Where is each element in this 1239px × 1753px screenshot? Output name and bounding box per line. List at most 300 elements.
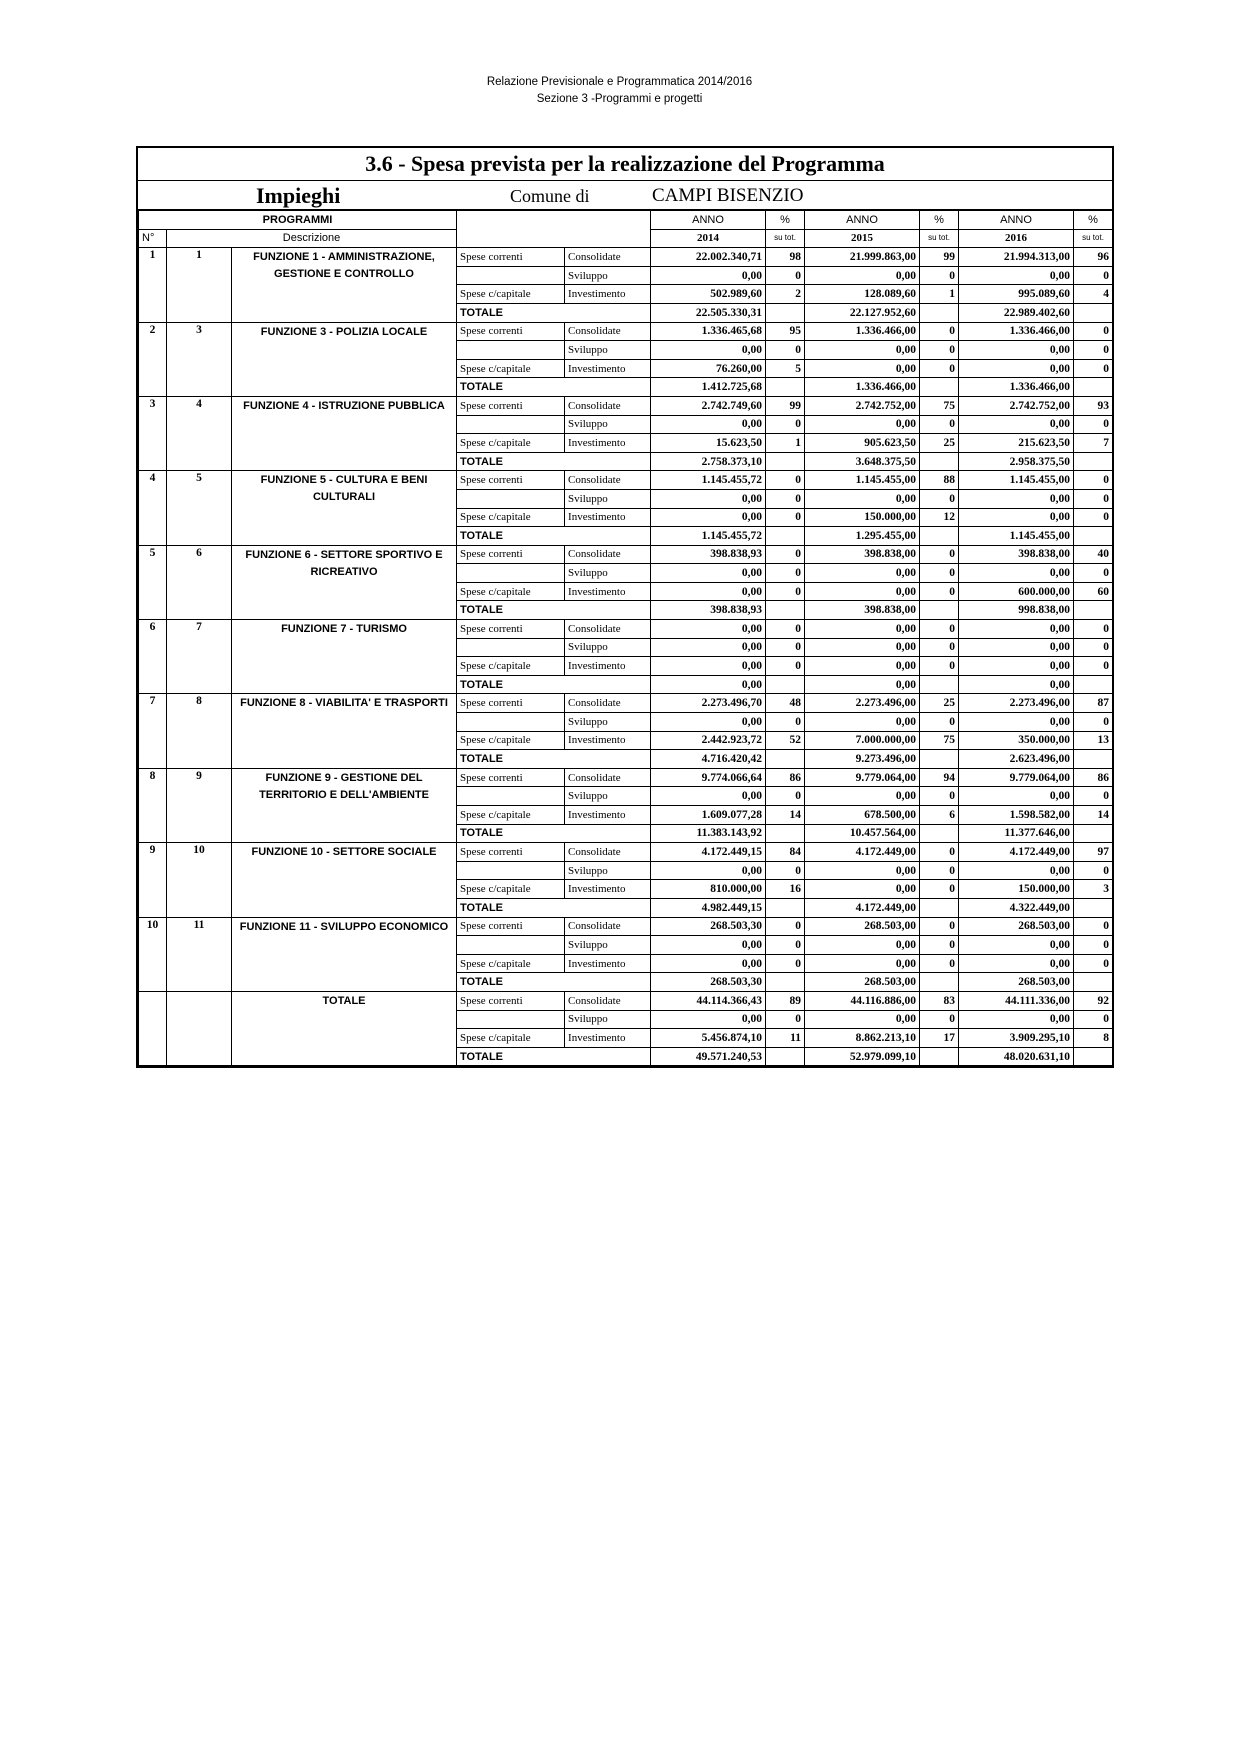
totale-label: TOTALE — [457, 378, 651, 397]
amount-value: 44.116.886,00 — [805, 991, 920, 1010]
spese-correnti-label: Spese correnti — [457, 322, 565, 341]
percent-value: 0 — [766, 582, 805, 601]
percent-value: 3 — [1074, 880, 1113, 899]
percent-value: 1 — [766, 434, 805, 453]
empty-cell — [1074, 527, 1113, 546]
empty-cell — [766, 601, 805, 620]
percent-value: 0 — [1074, 471, 1113, 490]
amount-value: 0,00 — [805, 582, 920, 601]
total-value: 4.322.449,00 — [959, 898, 1074, 917]
total-value: 1.295.455,00 — [805, 527, 920, 546]
percent-value: 0 — [920, 638, 959, 657]
percent-value: 14 — [766, 806, 805, 825]
percent-value: 88 — [920, 471, 959, 490]
percent-value: 0 — [1074, 415, 1113, 434]
program-code: 7 — [167, 620, 232, 694]
amount-value: 3.909.295,10 — [959, 1029, 1074, 1048]
percent-value: 7 — [1074, 434, 1113, 453]
table-body — [139, 248, 1113, 1066]
percent-value: 0 — [766, 638, 805, 657]
spese-correnti-label: Spese correnti — [457, 917, 565, 936]
consolidate-label: Consolidate — [565, 545, 651, 564]
empty-cell — [457, 489, 565, 508]
amount-value: 0,00 — [805, 359, 920, 378]
percent-value: 0 — [1074, 713, 1113, 732]
program-name: FUNZIONE 8 - VIABILITA' E TRASPORTI — [232, 694, 457, 768]
amount-value: 21.999.863,00 — [805, 248, 920, 267]
year-header-2016: 2016 — [959, 229, 1074, 248]
spese-capitale-label: Spese c/capitale — [457, 508, 565, 527]
total-value: 4.172.449,00 — [805, 898, 920, 917]
amount-value: 4.172.449,00 — [959, 843, 1074, 862]
spending-table — [138, 210, 1113, 1066]
amount-value: 150.000,00 — [959, 880, 1074, 899]
empty-cell — [1074, 973, 1113, 992]
numero-header: N° — [139, 229, 167, 248]
amount-value: 0,00 — [651, 582, 766, 601]
amount-value: 128.089,60 — [805, 285, 920, 304]
totale-label: TOTALE — [457, 601, 651, 620]
program-code: 11 — [167, 917, 232, 991]
total-value: 268.503,00 — [805, 973, 920, 992]
amount-value: 0,00 — [651, 936, 766, 955]
percent-value: 0 — [1074, 657, 1113, 676]
spese-capitale-label: Spese c/capitale — [457, 880, 565, 899]
percent-value: 0 — [766, 545, 805, 564]
program-name: FUNZIONE 6 - SETTORE SPORTIVO E RICREATIVO — [232, 545, 457, 619]
percent-value: 12 — [920, 508, 959, 527]
su-tot-header-1: su tot. — [766, 229, 805, 248]
amount-value: 0,00 — [805, 415, 920, 434]
amount-value: 0,00 — [959, 638, 1074, 657]
consolidate-label: Consolidate — [565, 471, 651, 490]
spese-correnti-label: Spese correnti — [457, 471, 565, 490]
table-row — [139, 620, 1113, 639]
percent-value: 0 — [766, 266, 805, 285]
table-header — [139, 211, 1113, 248]
sviluppo-label: Sviluppo — [565, 1010, 651, 1029]
investimento-label: Investimento — [565, 508, 651, 527]
consolidate-label: Consolidate — [565, 396, 651, 415]
sviluppo-label: Sviluppo — [565, 787, 651, 806]
empty-cell — [766, 898, 805, 917]
percent-value: 0 — [1074, 359, 1113, 378]
impieghi-label: Impieghi — [256, 183, 341, 208]
total-value: 0,00 — [805, 675, 920, 694]
percent-value: 5 — [766, 359, 805, 378]
total-value: 4.982.449,15 — [651, 898, 766, 917]
amount-value: 0,00 — [651, 787, 766, 806]
percent-value: 97 — [1074, 843, 1113, 862]
percent-value: 13 — [1074, 731, 1113, 750]
amount-value: 0,00 — [805, 657, 920, 676]
investimento-label: Investimento — [565, 582, 651, 601]
program-code: 4 — [167, 396, 232, 470]
amount-value: 9.779.064,00 — [959, 768, 1074, 787]
totale-label: TOTALE — [457, 898, 651, 917]
table-row — [139, 768, 1113, 787]
header-line-2: Sezione 3 -Programmi e progetti — [536, 93, 703, 105]
amount-value: 9.779.064,00 — [805, 768, 920, 787]
empty-cell — [457, 861, 565, 880]
amount-value: 22.002.340,71 — [651, 248, 766, 267]
percent-value: 0 — [1074, 1010, 1113, 1029]
percent-value: 0 — [766, 564, 805, 583]
amount-value: 0,00 — [805, 489, 920, 508]
empty-cell — [766, 527, 805, 546]
amount-value: 2.273.496,00 — [959, 694, 1074, 713]
percent-value: 93 — [1074, 396, 1113, 415]
percent-value: 86 — [766, 768, 805, 787]
percent-value: 0 — [1074, 787, 1113, 806]
percent-value: 0 — [920, 917, 959, 936]
amount-value: 76.260,00 — [651, 359, 766, 378]
amount-value: 0,00 — [651, 713, 766, 732]
amount-value: 2.742.749,60 — [651, 396, 766, 415]
program-name: FUNZIONE 11 - SVILUPPO ECONOMICO — [232, 917, 457, 991]
percent-value: 0 — [766, 713, 805, 732]
total-value: 22.127.952,60 — [805, 303, 920, 322]
percent-value: 95 — [766, 322, 805, 341]
percent-value: 0 — [1074, 861, 1113, 880]
percent-value: 0 — [1074, 954, 1113, 973]
total-value: 1.336.466,00 — [959, 378, 1074, 397]
amount-value: 0,00 — [805, 564, 920, 583]
pct-header-1: % — [766, 211, 805, 230]
investimento-label: Investimento — [565, 1029, 651, 1048]
amount-value: 0,00 — [959, 1010, 1074, 1029]
total-value: 1.336.466,00 — [805, 378, 920, 397]
empty-cell — [457, 787, 565, 806]
percent-value: 84 — [766, 843, 805, 862]
empty-cell — [457, 638, 565, 657]
empty-cell — [766, 452, 805, 471]
percent-value: 0 — [920, 787, 959, 806]
amount-value: 0,00 — [959, 620, 1074, 639]
amount-value: 0,00 — [651, 489, 766, 508]
sviluppo-label: Sviluppo — [565, 713, 651, 732]
percent-value: 0 — [766, 489, 805, 508]
anno-header-2: ANNO — [805, 211, 920, 230]
percent-value: 0 — [920, 341, 959, 360]
percent-value: 2 — [766, 285, 805, 304]
empty-cell — [1074, 675, 1113, 694]
percent-value: 0 — [1074, 266, 1113, 285]
amount-value: 678.500,00 — [805, 806, 920, 825]
total-value: 1.412.725,68 — [651, 378, 766, 397]
program-code: 3 — [167, 322, 232, 396]
program-name: FUNZIONE 7 - TURISMO — [232, 620, 457, 694]
consolidate-label: Consolidate — [565, 843, 651, 862]
totale-label: TOTALE — [457, 452, 651, 471]
descrizione-header: Descrizione — [167, 229, 457, 248]
amount-value: 2.742.752,00 — [805, 396, 920, 415]
amount-value: 1.145.455,00 — [959, 471, 1074, 490]
sviluppo-label: Sviluppo — [565, 266, 651, 285]
percent-value: 0 — [920, 322, 959, 341]
pct-header-3: % — [1074, 211, 1113, 230]
empty-cell — [1074, 378, 1113, 397]
amount-value: 2.273.496,70 — [651, 694, 766, 713]
investimento-label: Investimento — [565, 880, 651, 899]
program-code: 6 — [167, 545, 232, 619]
percent-value: 17 — [920, 1029, 959, 1048]
spese-correnti-label: Spese correnti — [457, 768, 565, 787]
empty-cell — [920, 303, 959, 322]
program-name: FUNZIONE 1 - AMMINISTRAZIONE, GESTIONE E CONTROLLO — [232, 248, 457, 322]
total-value: 398.838,00 — [805, 601, 920, 620]
program-name: FUNZIONE 4 - ISTRUZIONE PUBBLICA — [232, 396, 457, 470]
total-value: 2.623.496,00 — [959, 750, 1074, 769]
amount-value: 0,00 — [805, 341, 920, 360]
amount-value: 4.172.449,15 — [651, 843, 766, 862]
percent-value: 4 — [1074, 285, 1113, 304]
spese-correnti-label: Spese correnti — [457, 991, 565, 1010]
percent-value: 75 — [920, 396, 959, 415]
amount-value: 0,00 — [805, 713, 920, 732]
amount-value: 810.000,00 — [651, 880, 766, 899]
percent-value: 0 — [920, 861, 959, 880]
amount-value: 0,00 — [959, 415, 1074, 434]
spese-capitale-label: Spese c/capitale — [457, 285, 565, 304]
amount-value: 0,00 — [805, 880, 920, 899]
percent-value: 0 — [766, 787, 805, 806]
empty-cell — [920, 601, 959, 620]
percent-value: 99 — [766, 396, 805, 415]
spese-correnti-label: Spese correnti — [457, 843, 565, 862]
program-number: 1 — [139, 248, 167, 322]
amount-value: 0,00 — [959, 266, 1074, 285]
percent-value: 99 — [920, 248, 959, 267]
percent-value: 0 — [920, 582, 959, 601]
program-code: 5 — [167, 471, 232, 545]
percent-value: 0 — [920, 954, 959, 973]
total-value: 22.989.402,60 — [959, 303, 1074, 322]
percent-value: 0 — [766, 954, 805, 973]
percent-value: 96 — [1074, 248, 1113, 267]
percent-value: 0 — [920, 359, 959, 378]
percent-value: 16 — [766, 880, 805, 899]
empty-cell — [920, 675, 959, 694]
amount-value: 0,00 — [959, 713, 1074, 732]
empty-cell — [457, 936, 565, 955]
empty-cell — [457, 1010, 565, 1029]
header-line-1: Relazione Previsionale e Programmatica 2014/2016 — [486, 76, 753, 88]
table-row — [139, 248, 1113, 267]
empty-cell — [457, 415, 565, 434]
amount-value: 350.000,00 — [959, 731, 1074, 750]
total-value: 22.505.330,31 — [651, 303, 766, 322]
amount-value: 8.862.213,10 — [805, 1029, 920, 1048]
percent-value: 0 — [766, 861, 805, 880]
consolidate-label: Consolidate — [565, 248, 651, 267]
investimento-label: Investimento — [565, 657, 651, 676]
sviluppo-label: Sviluppo — [565, 341, 651, 360]
report-title: 3.6 - Spesa prevista per la realizzazione del Programma — [138, 148, 1112, 181]
amount-value: 0,00 — [959, 341, 1074, 360]
consolidate-label: Consolidate — [565, 991, 651, 1010]
amount-value: 0,00 — [651, 341, 766, 360]
amount-value: 1.336.466,00 — [959, 322, 1074, 341]
spese-capitale-label: Spese c/capitale — [457, 1029, 565, 1048]
total-value: 4.716.420,42 — [651, 750, 766, 769]
total-value: 48.020.631,10 — [959, 1047, 1074, 1066]
program-number: 10 — [139, 917, 167, 991]
table-row — [139, 843, 1113, 862]
su-tot-header-2: su tot. — [920, 229, 959, 248]
empty-cell — [766, 750, 805, 769]
percent-value: 25 — [920, 434, 959, 453]
amount-value: 398.838,93 — [651, 545, 766, 564]
empty-cell — [766, 973, 805, 992]
percent-value: 1 — [920, 285, 959, 304]
empty-cell — [920, 898, 959, 917]
percent-value: 11 — [766, 1029, 805, 1048]
program-name: FUNZIONE 5 - CULTURA E BENI CULTURALI — [232, 471, 457, 545]
spese-correnti-label: Spese correnti — [457, 248, 565, 267]
percent-value: 0 — [766, 657, 805, 676]
amount-value: 2.273.496,00 — [805, 694, 920, 713]
spese-capitale-label: Spese c/capitale — [457, 359, 565, 378]
percent-value: 0 — [766, 471, 805, 490]
consolidate-label: Consolidate — [565, 620, 651, 639]
report-frame — [136, 146, 1114, 1068]
amount-value: 268.503,00 — [959, 917, 1074, 936]
amount-value: 1.145.455,00 — [805, 471, 920, 490]
total-value: 268.503,00 — [959, 973, 1074, 992]
amount-value: 600.000,00 — [959, 582, 1074, 601]
consolidate-label: Consolidate — [565, 694, 651, 713]
empty-cell — [920, 527, 959, 546]
program-code: 8 — [167, 694, 232, 768]
amount-value: 398.838,00 — [805, 545, 920, 564]
total-value: 998.838,00 — [959, 601, 1074, 620]
amount-value: 0,00 — [651, 266, 766, 285]
percent-value: 0 — [1074, 489, 1113, 508]
percent-value: 0 — [766, 917, 805, 936]
program-number: 9 — [139, 843, 167, 917]
comune-label: Comune di — [510, 186, 590, 206]
empty-cell — [920, 378, 959, 397]
program-name: TOTALE — [232, 991, 457, 1065]
percent-value: 0 — [766, 1010, 805, 1029]
spese-capitale-label: Spese c/capitale — [457, 954, 565, 973]
program-number: 6 — [139, 620, 167, 694]
empty-cell — [1074, 303, 1113, 322]
percent-value: 89 — [766, 991, 805, 1010]
empty-cell — [766, 824, 805, 843]
total-value: 11.377.646,00 — [959, 824, 1074, 843]
empty-cell — [920, 750, 959, 769]
table-row — [139, 471, 1113, 490]
total-value: 2.958.375,50 — [959, 452, 1074, 471]
empty-cell — [766, 303, 805, 322]
amount-value: 4.172.449,00 — [805, 843, 920, 862]
amount-value: 0,00 — [959, 861, 1074, 880]
spese-capitale-label: Spese c/capitale — [457, 434, 565, 453]
percent-value: 0 — [920, 713, 959, 732]
investimento-label: Investimento — [565, 954, 651, 973]
percent-value: 0 — [920, 880, 959, 899]
amount-value: 0,00 — [805, 861, 920, 880]
total-value: 1.145.455,72 — [651, 527, 766, 546]
percent-value: 0 — [1074, 620, 1113, 639]
percent-value: 0 — [1074, 936, 1113, 955]
percent-value: 40 — [1074, 545, 1113, 564]
amount-value: 268.503,30 — [651, 917, 766, 936]
amount-value: 0,00 — [959, 787, 1074, 806]
report-subheader — [138, 181, 1112, 210]
empty-cell — [766, 675, 805, 694]
amount-value: 502.989,60 — [651, 285, 766, 304]
percent-value: 0 — [1074, 638, 1113, 657]
percent-value: 83 — [920, 991, 959, 1010]
amount-value: 1.336.466,00 — [805, 322, 920, 341]
totale-label: TOTALE — [457, 527, 651, 546]
amount-value: 0,00 — [805, 936, 920, 955]
program-number: 4 — [139, 471, 167, 545]
amount-value: 0,00 — [651, 564, 766, 583]
totale-label: TOTALE — [457, 824, 651, 843]
totale-label: TOTALE — [457, 750, 651, 769]
amount-value: 905.623,50 — [805, 434, 920, 453]
amount-value: 0,00 — [651, 861, 766, 880]
amount-value: 7.000.000,00 — [805, 731, 920, 750]
amount-value: 0,00 — [959, 489, 1074, 508]
percent-value: 0 — [920, 843, 959, 862]
amount-value: 44.114.366,43 — [651, 991, 766, 1010]
percent-value: 75 — [920, 731, 959, 750]
percent-value: 87 — [1074, 694, 1113, 713]
percent-value: 0 — [920, 489, 959, 508]
anno-header-1: ANNO — [651, 211, 766, 230]
amount-value: 1.145.455,72 — [651, 471, 766, 490]
spese-correnti-label: Spese correnti — [457, 694, 565, 713]
su-tot-header-3: su tot. — [1074, 229, 1113, 248]
percent-value: 0 — [1074, 322, 1113, 341]
percent-value: 0 — [1074, 564, 1113, 583]
empty-cell — [1074, 824, 1113, 843]
percent-value: 0 — [920, 545, 959, 564]
amount-value: 0,00 — [805, 638, 920, 657]
amount-value: 1.598.582,00 — [959, 806, 1074, 825]
empty-cell — [1074, 898, 1113, 917]
spese-capitale-label: Spese c/capitale — [457, 657, 565, 676]
spese-capitale-label: Spese c/capitale — [457, 806, 565, 825]
table-row — [139, 322, 1113, 341]
empty-cell — [766, 378, 805, 397]
amount-value: 1.336.465,68 — [651, 322, 766, 341]
comune-name: CAMPI BISENZIO — [652, 185, 804, 206]
amount-value: 2.442.923,72 — [651, 731, 766, 750]
percent-value: 60 — [1074, 582, 1113, 601]
percent-value: 0 — [766, 508, 805, 527]
investimento-label: Investimento — [565, 806, 651, 825]
table-row — [139, 396, 1113, 415]
empty-cell — [457, 713, 565, 732]
percent-value: 6 — [920, 806, 959, 825]
total-value: 1.145.455,00 — [959, 527, 1074, 546]
percent-value: 0 — [920, 266, 959, 285]
amount-value: 0,00 — [651, 508, 766, 527]
empty-header — [457, 211, 651, 248]
percent-value: 52 — [766, 731, 805, 750]
pct-header-2: % — [920, 211, 959, 230]
empty-cell — [920, 973, 959, 992]
amount-value: 0,00 — [651, 657, 766, 676]
investimento-label: Investimento — [565, 731, 651, 750]
year-header-2014: 2014 — [651, 229, 766, 248]
